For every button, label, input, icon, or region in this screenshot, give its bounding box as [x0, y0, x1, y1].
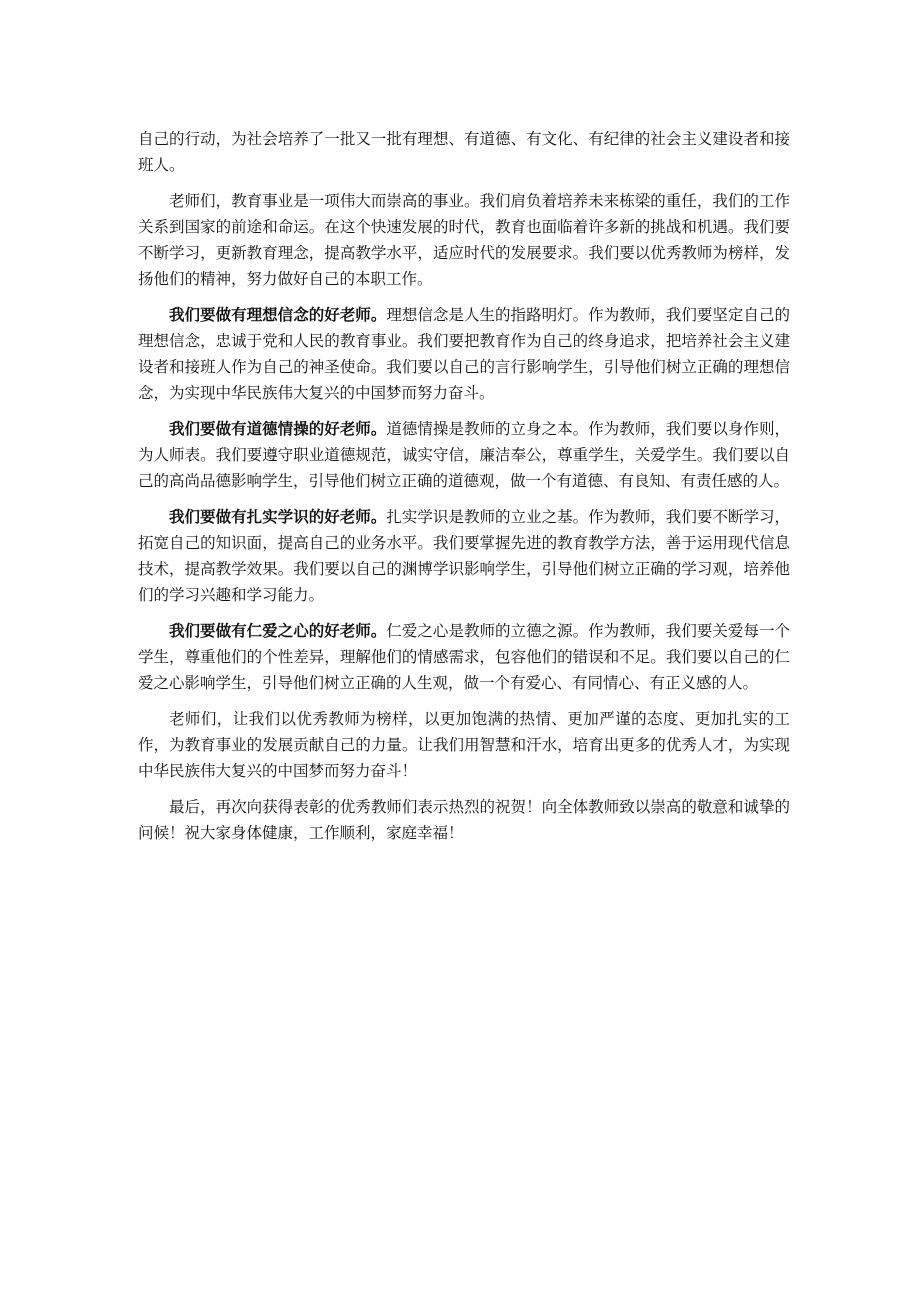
paragraph-text: 自己的行动，为社会培养了一批又一批有理想、有道德、有文化、有纪律的社会主义建设者和接班人。 [138, 130, 790, 174]
paragraph-moral-character [138, 416, 790, 494]
paragraph-ideals-beliefs [138, 302, 790, 406]
paragraph-education-cause [138, 188, 790, 292]
paragraph-benevolent-heart [138, 618, 790, 696]
paragraph-lead: 我们要做有道德情操的好老师。 [169, 419, 387, 438]
paragraph-text: 最后，再次向获得表彰的优秀教师们表示热烈的祝贺！向全体教师致以崇高的敬意和诚挚的问候！祝大家身体健康，工作顺利，家庭幸福！ [138, 798, 790, 842]
paragraph-text: 老师们，教育事业是一项伟大而崇高的事业。我们肩负着培养未来栋梁的重任，我们的工作关系到国家的前途和命运。在这个快速发展的时代，教育也面临着许多新的挑战和机遇。我们要不断学习，更新教育理念，提高教学水平，适应时代的发展要求。我们要以优秀教师为榜样，发扬他们的精神，努力做好自己的本职工作。 [138, 192, 790, 288]
paragraph-text: 理想信念是人生的指路明灯。作为教师，我们要坚定自己的理想信念，忠诚于党和人民的教育事业。我们要把教育作为自己的终身追求，把培养社会主义建设者和接班人作为自己的神圣使命。我们要以自己的言行影响学生，引导他们树立正确的理想信念，为实现中华民族伟大复兴的中国梦而努力奋斗。 [138, 306, 790, 402]
paragraph-call-to-action [138, 706, 790, 784]
paragraph-text: 仁爱之心是教师的立德之源。作为教师，我们要关爱每一个学生，尊重他们的个性差异，理解他们的情感需求，包容他们的错误和不足。我们要以自己的仁爱之心影响学生，引导他们树立正确的人生观，做一个有爱心、有同情心、有正义感的人。 [138, 622, 790, 692]
paragraph-text: 道德情操是教师的立身之本。作为教师，我们要以身作则，为人师表。我们要遵守职业道德规范，诚实守信，廉洁奉公，尊重学生，关爱学生。我们要以自己的高尚品德影响学生，引导他们树立正确的道德观，做一个有道德、有良知、有责任感的人。 [138, 420, 790, 490]
paragraph-text: 扎实学识是教师的立业之基。作为教师，我们要不断学习，拓宽自己的知识面，提高自己的业务水平。我们要掌握先进的教育教学方法，善于运用现代信息技术，提高教学效果。我们要以自己的渊博学识影响学生，引导他们树立正确的学习观，培养他们的学习兴趣和学习能力。 [138, 508, 790, 604]
paragraph-lead: 我们要做有理想信念的好老师。 [169, 305, 387, 324]
paragraph-lead: 我们要做有扎实学识的好老师。 [169, 507, 387, 526]
paragraph-text: 老师们，让我们以优秀教师为榜样，以更加饱满的热情、更加严谨的态度、更加扎实的工作，为教育事业的发展贡献自己的力量。让我们用智慧和汗水，培育出更多的优秀人才，为实现中华民族伟大复兴的中国梦而努力奋斗！ [138, 710, 790, 780]
paragraph-lead: 我们要做有仁爱之心的好老师。 [169, 621, 387, 640]
document-body [138, 126, 790, 856]
paragraph-closing [138, 794, 790, 846]
paragraph-continuation [138, 126, 790, 178]
paragraph-solid-knowledge [138, 504, 790, 608]
